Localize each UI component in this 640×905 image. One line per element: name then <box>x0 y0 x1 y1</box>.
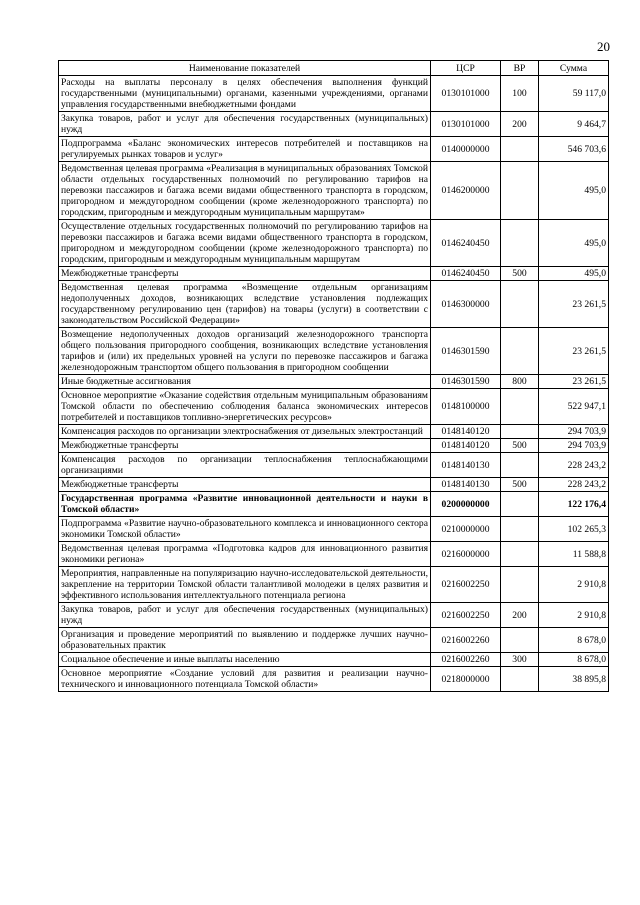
cell-vr <box>501 567 539 603</box>
cell-sum: 8 678,0 <box>539 628 609 653</box>
cell-csr: 0216002250 <box>431 603 501 628</box>
cell-vr <box>501 667 539 692</box>
cell-name: Межбюджетные трансферты <box>59 439 431 453</box>
cell-sum: 23 261,5 <box>539 281 609 328</box>
table-row <box>59 517 609 542</box>
cell-csr: 0140000000 <box>431 137 501 162</box>
table-row <box>59 425 609 439</box>
cell-name: Компенсация расходов по организации электроснабжения от дизельных электростанций <box>59 425 431 439</box>
cell-csr: 0146240450 <box>431 220 501 267</box>
cell-csr: 0146301590 <box>431 328 501 375</box>
table-row <box>59 567 609 603</box>
cell-sum: 495,0 <box>539 267 609 281</box>
table-row <box>59 328 609 375</box>
cell-name: Основное мероприятие «Создание условий для развития и реализации научно-технического и инновационного потенциала Томской области» <box>59 667 431 692</box>
cell-name: Возмещение недополученных доходов организаций железнодорожного транспорта общего пользования пригородного сообщения, возникающих вследствие установления тарифов и (или) их предельных уровней на услуги по перевозке пассажиров и багажа железнодорожным транспортом общего пользования в пригородном сообщении <box>59 328 431 375</box>
cell-name: Иные бюджетные ассигнования <box>59 375 431 389</box>
cell-vr <box>501 517 539 542</box>
cell-csr: 0216002250 <box>431 567 501 603</box>
table-row <box>59 542 609 567</box>
table-row <box>59 653 609 667</box>
cell-name: Расходы на выплаты персоналу в целях обеспечения выполнения функций государственными (муниципальными) органами, казенными учреждениями, органами управления государственными внебюджетными фондами <box>59 76 431 112</box>
cell-csr: 0200000000 <box>431 492 501 517</box>
cell-sum: 9 464,7 <box>539 112 609 137</box>
cell-sum: 23 261,5 <box>539 375 609 389</box>
cell-csr: 0218000000 <box>431 667 501 692</box>
table-row <box>59 137 609 162</box>
cell-csr: 0148140130 <box>431 453 501 478</box>
cell-name: Мероприятия, направленные на популяризацию научно-исследовательской деятельности, закрепление на территории Томской области талантливой молодежи в целях развития и эффективного использования интеллектуального потенциала региона <box>59 567 431 603</box>
cell-vr <box>501 389 539 425</box>
cell-sum: 495,0 <box>539 220 609 267</box>
cell-vr: 200 <box>501 112 539 137</box>
cell-vr <box>501 492 539 517</box>
cell-name: Государственная программа «Развитие инновационной деятельности и науки в Томской области» <box>59 492 431 517</box>
page-number: 20 <box>597 39 610 54</box>
cell-vr: 300 <box>501 653 539 667</box>
cell-vr <box>501 137 539 162</box>
cell-vr: 200 <box>501 603 539 628</box>
cell-sum: 495,0 <box>539 162 609 220</box>
cell-csr: 0146300000 <box>431 281 501 328</box>
table-row <box>59 220 609 267</box>
cell-vr <box>501 425 539 439</box>
cell-name: Подпрограмма «Развитие научно-образовательного комплекса и инновационного сектора экономики Томской области» <box>59 517 431 542</box>
cell-vr <box>501 542 539 567</box>
cell-name: Компенсация расходов по организации теплоснабжения теплоснабжающими организациями <box>59 453 431 478</box>
cell-sum: 522 947,1 <box>539 389 609 425</box>
cell-vr <box>501 328 539 375</box>
cell-csr: 0130101000 <box>431 76 501 112</box>
cell-vr: 500 <box>501 478 539 492</box>
cell-vr <box>501 162 539 220</box>
cell-sum: 2 910,8 <box>539 603 609 628</box>
cell-name: Ведомственная целевая программа «Возмещение отдельным организациям недополученных доходов, возникающих вследствие установления подлежащих государственному регулированию цен (тарифов) на товары (услуги) в соответствии с законодательством Российской Федерации» <box>59 281 431 328</box>
cell-csr: 0148140120 <box>431 439 501 453</box>
header-csr: ЦСР <box>431 61 501 76</box>
cell-sum: 294 703,9 <box>539 425 609 439</box>
header-name: Наименование показателей <box>59 61 431 76</box>
cell-sum: 546 703,6 <box>539 137 609 162</box>
budget-table <box>58 60 609 692</box>
cell-csr: 0210000000 <box>431 517 501 542</box>
cell-csr: 0148100000 <box>431 389 501 425</box>
table-header-row <box>59 61 609 76</box>
cell-sum: 228 243,2 <box>539 453 609 478</box>
cell-csr: 0148140120 <box>431 425 501 439</box>
table-row <box>59 375 609 389</box>
header-vr: ВР <box>501 61 539 76</box>
table-row <box>59 667 609 692</box>
cell-sum: 102 265,3 <box>539 517 609 542</box>
cell-sum: 11 588,8 <box>539 542 609 567</box>
cell-csr: 0148140130 <box>431 478 501 492</box>
table-row <box>59 478 609 492</box>
table-row <box>59 453 609 478</box>
cell-name: Организация и проведение мероприятий по выявлению и поддержке лучших научно-образовательных практик <box>59 628 431 653</box>
cell-sum: 2 910,8 <box>539 567 609 603</box>
table-row <box>59 281 609 328</box>
cell-name: Подпрограмма «Баланс экономических интересов потребителей и поставщиков на регулируемых рынках товаров и услуг» <box>59 137 431 162</box>
table-row <box>59 112 609 137</box>
table-row <box>59 439 609 453</box>
cell-name: Ведомственная целевая программа «Реализация в муниципальных образованиях Томской области отдельных государственных полномочий по регулированию тарифов на перевозки пассажиров и багажа всеми видами общественного транспорта в городском, пригородном и междугородном сообщении (кроме железнодорожного транспорта) по городским, пригородным и междугородным муниципальным маршрутам» <box>59 162 431 220</box>
cell-csr: 0216002260 <box>431 653 501 667</box>
cell-sum: 59 117,0 <box>539 76 609 112</box>
cell-sum: 23 261,5 <box>539 328 609 375</box>
cell-sum: 8 678,0 <box>539 653 609 667</box>
cell-name: Основное мероприятие «Оказание содействия отдельным муниципальным образованиям Томской области по обеспечению соблюдения баланса экономических интересов потребителей и поставщиков топливно-энергетических ресурсов» <box>59 389 431 425</box>
cell-vr <box>501 628 539 653</box>
cell-name: Ведомственная целевая программа «Подготовка кадров для инновационного развития экономики региона» <box>59 542 431 567</box>
cell-vr <box>501 281 539 328</box>
cell-csr: 0216002260 <box>431 628 501 653</box>
cell-name: Закупка товаров, работ и услуг для обеспечения государственных (муниципальных) нужд <box>59 603 431 628</box>
table-row <box>59 267 609 281</box>
cell-name: Закупка товаров, работ и услуг для обеспечения государственных (муниципальных) нужд <box>59 112 431 137</box>
cell-csr: 0146200000 <box>431 162 501 220</box>
cell-name: Межбюджетные трансферты <box>59 267 431 281</box>
cell-name: Социальное обеспечение и иные выплаты населению <box>59 653 431 667</box>
cell-vr <box>501 220 539 267</box>
cell-sum: 228 243,2 <box>539 478 609 492</box>
cell-sum: 294 703,9 <box>539 439 609 453</box>
cell-csr: 0146301590 <box>431 375 501 389</box>
table-row <box>59 76 609 112</box>
cell-vr: 800 <box>501 375 539 389</box>
cell-vr: 500 <box>501 439 539 453</box>
cell-name: Осуществление отдельных государственных полномочий по регулированию тарифов на перевозки пассажиров и багажа всеми видами общественного транспорта в городском, пригородном и междугородном сообщении (кроме железнодорожного транспорта) по городским, пригородным и междугородным муниципальным маршрутам <box>59 220 431 267</box>
table-row <box>59 162 609 220</box>
cell-name: Межбюджетные трансферты <box>59 478 431 492</box>
cell-vr: 100 <box>501 76 539 112</box>
cell-sum: 38 895,8 <box>539 667 609 692</box>
cell-csr: 0216000000 <box>431 542 501 567</box>
cell-vr: 500 <box>501 267 539 281</box>
table-row <box>59 389 609 425</box>
cell-vr <box>501 453 539 478</box>
cell-csr: 0146240450 <box>431 267 501 281</box>
cell-sum: 122 176,4 <box>539 492 609 517</box>
cell-csr: 0130101000 <box>431 112 501 137</box>
header-sum: Сумма <box>539 61 609 76</box>
table-row <box>59 628 609 653</box>
table-row <box>59 492 609 517</box>
table-row <box>59 603 609 628</box>
